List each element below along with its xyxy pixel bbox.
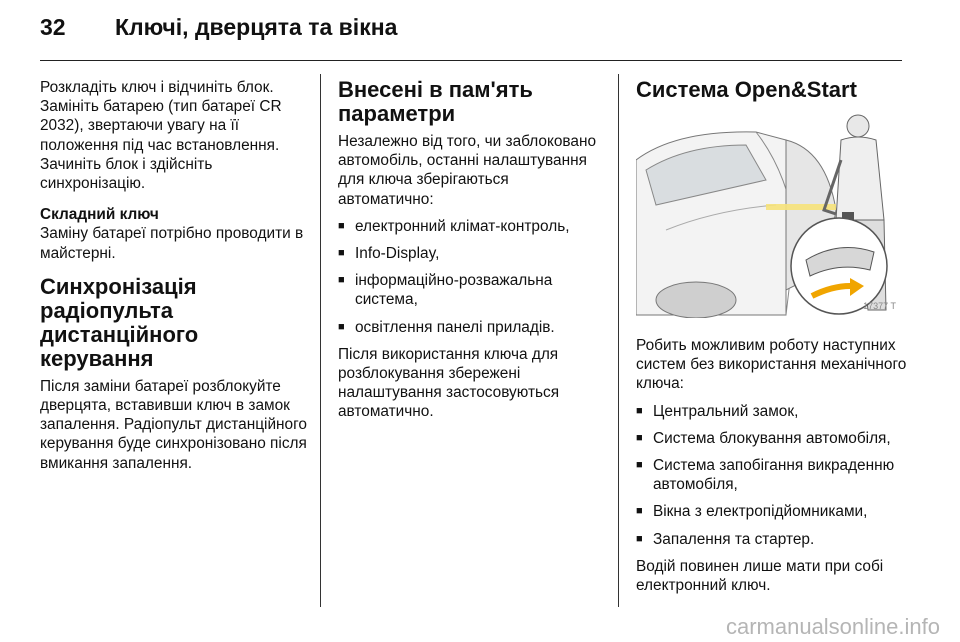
- open-start-outro: Водій повинен лише мати при собі електронний ключ.: [636, 557, 884, 595]
- memory-outro: Після використання ключа для розблокування збережені налаштування застосовуються автоматично.: [338, 345, 560, 421]
- list-item: ■ Система блокування автомобіля,: [636, 429, 908, 448]
- figure-code: 17377 T: [863, 300, 896, 311]
- battery-instructions: Розкладіть ключ і відчиніть блок. Замініть батарею (тип батареї CR 2032), звертаючи увагу на її положення під час встановлення. Зачиніть блок і здійсніть синхронізацію.: [40, 79, 282, 193]
- open-start-intro: Робить можливим роботу наступних систем без використання механічного ключа:: [636, 337, 907, 393]
- car-door-person-icon: [636, 110, 898, 318]
- column-right: [636, 78, 908, 607]
- column-divider: [320, 74, 321, 607]
- column-divider: [618, 74, 619, 607]
- faulty-key-text: Заміну батареї потрібно проводити в майстерні.: [40, 225, 304, 262]
- watermark: carmanualsonline.info: [725, 614, 940, 639]
- column-middle: [338, 78, 606, 434]
- open-start-heading: Система Open&Start: [636, 77, 857, 102]
- faulty-key-heading: Складний ключ: [40, 206, 159, 224]
- open-start-illustration: [636, 110, 898, 318]
- list-item: ■ електронний клімат-контроль,: [338, 217, 606, 236]
- list-item: ■ Центральний замок,: [636, 402, 908, 421]
- list-item: ■ Вікна з електропідйомниками,: [636, 502, 908, 521]
- list-item: ■ Запалення та стартер.: [636, 530, 908, 549]
- page-header: [0, 0, 960, 62]
- column-left: [40, 78, 310, 485]
- page-number: 32: [40, 14, 66, 40]
- list-item: ■ Система запобігання викраденню автомобіля,: [636, 456, 908, 494]
- chapter-title: Ключі, дверцята та вікна: [115, 14, 398, 40]
- memory-intro: Незалежно від того, чи заблоковано автомобіль, останні налаштування для ключа зберігаються автоматично:: [338, 133, 597, 208]
- header-rule: [40, 60, 902, 61]
- list-item: ■ інформаційно-розважальна система,: [338, 271, 606, 309]
- sync-heading: Синхронізація радіопульта дистанційного керування: [40, 273, 199, 371]
- list-item: ■ Info-Display,: [338, 244, 606, 263]
- sync-text: Після заміни батареї розблокуйте дверцята, вставивши ключ в замок запалення. Радіопульт дистанційного керування буде синхронізовано після вмикання запалення.: [40, 377, 307, 472]
- open-start-list: [636, 402, 908, 549]
- list-item: ■ освітлення панелі приладів.: [338, 318, 606, 337]
- memory-settings-heading: Внесені в пам'ять параметри: [338, 77, 533, 126]
- memory-list: [338, 217, 606, 337]
